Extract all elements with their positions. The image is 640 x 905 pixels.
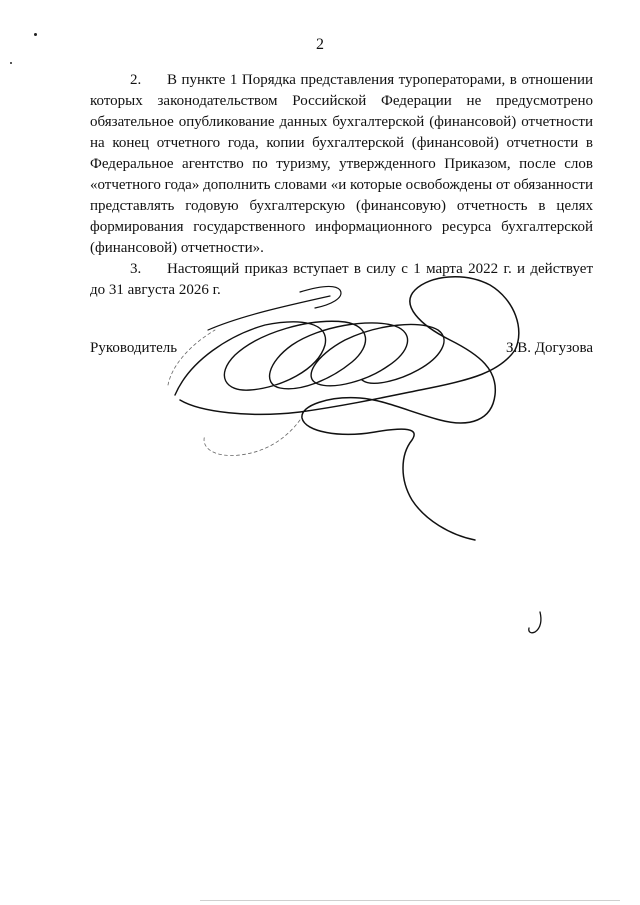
signer-title: Руководитель <box>90 340 178 356</box>
paragraph-text: В пункте 1 Порядка представления туроператорами, в отношении которых законодательством Российской Федерации не предусмотрено обязательное опубликование данных бухгалтерской (финансовой) отчетности на конец отчетного года, копии бухгалтерской (финансовой) отчетности в Федеральное агентство по туризму, утвержденного Приказом, после слов «отчетного года» дополнить словами «и которые освобождены от обязанности представлять годовую бухгалтерскую (финансовую) отчетность в целях формирования государственного информационного ресурса бухгалтерской (финансовой) отчетности». <box>90 72 593 256</box>
signer-name: З.В. Догузова <box>505 340 593 356</box>
scan-speck <box>34 33 37 36</box>
page-number: 2 <box>316 36 324 53</box>
scan-edge-line <box>200 900 620 901</box>
scan-speck <box>10 62 12 64</box>
paragraph-number: 2. <box>130 72 142 88</box>
signature-stroke-main <box>180 277 519 540</box>
signature-stroke-loops <box>175 321 444 395</box>
paragraph-number: 3. <box>130 261 142 277</box>
paragraph-text: Настоящий приказ вступает в силу с 1 марта 2022 г. и действует до 31 августа 2026 г. <box>90 261 593 298</box>
paragraph-2 <box>90 70 593 259</box>
signature-stroke-faint <box>168 330 300 456</box>
signature-hook <box>529 612 541 633</box>
paragraph-3 <box>90 259 593 301</box>
order-body <box>90 70 593 301</box>
